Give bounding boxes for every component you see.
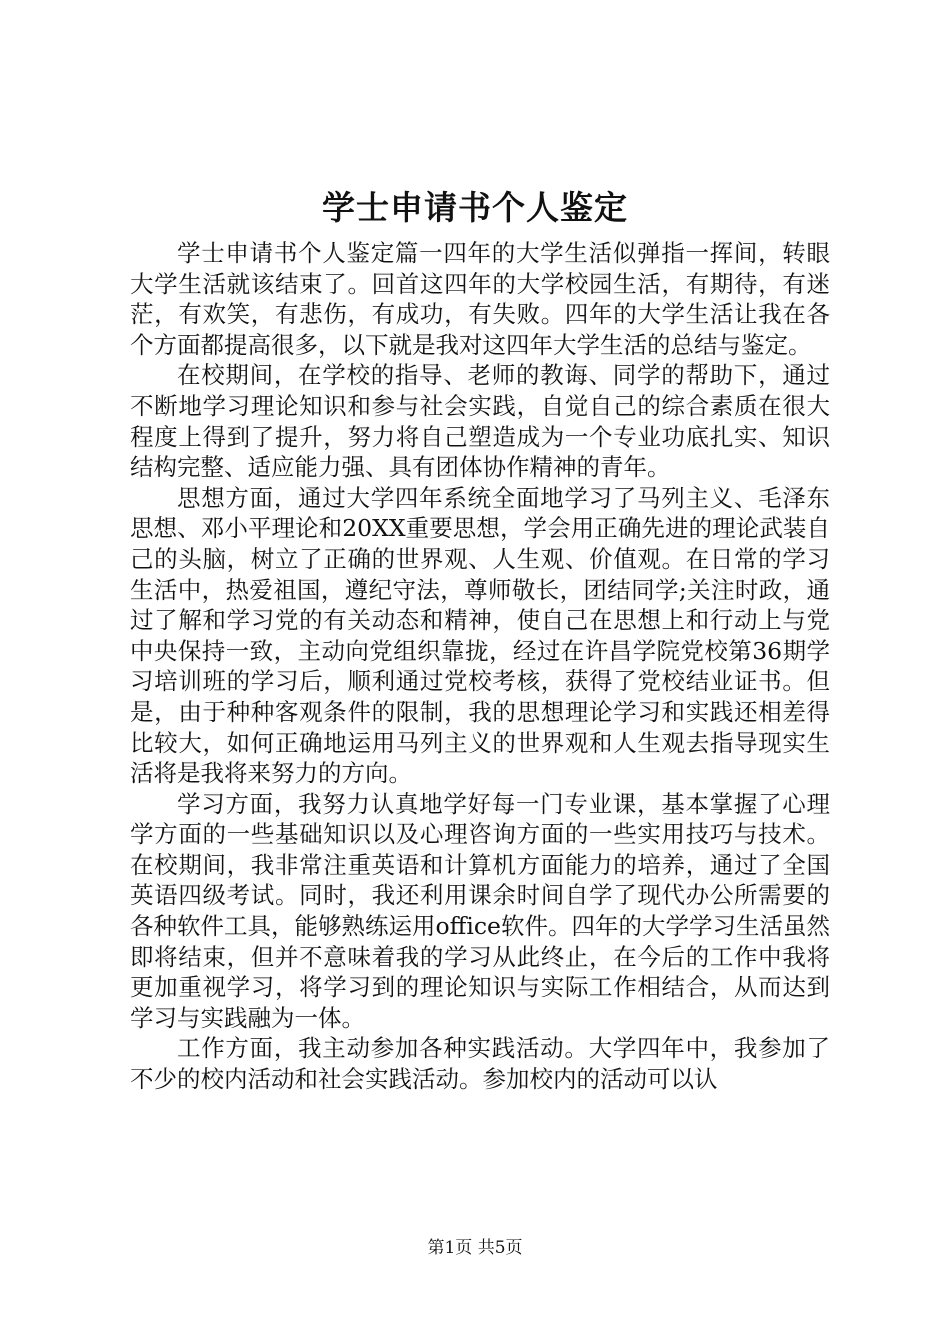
paragraph-1: 学士申请书个人鉴定篇一四年的大学生活似弹指一挥间，转眼大学生活就该结束了。回首这四年的大学校园生活，有期待，有迷茫，有欢笑，有悲伤，有成功，有失败。四年的大学生活让我在各个方面都提高很多，以下就是我对这四年大学生活的总结与鉴定。 [130,239,830,359]
document-body [130,238,830,1095]
paragraph-5: 工作方面，我主动参加各种实践活动。大学四年中，我参加了不少的校内活动和社会实践活动。参加校内的活动可以认 [130,1034,830,1094]
paragraph-3: 思想方面，通过大学四年系统全面地学习了马列主义、毛泽东思想、邓小平理论和20XX重要思想，学会用正确先进的理论武装自己的头脑，树立了正确的世界观、人生观、价值观。在日常的学习生活中，热爱祖国，遵纪守法，尊师敬长，团结同学;关注时政，通过了解和学习党的有关动态和精神，使自己在思想上和行动上与党中央保持一致，主动向党组织靠拢，经过在许昌学院党校第36期学习培训班的学习后，顺利通过党校考核，获得了党校结业证书。但是，由于种种客观条件的限制，我的思想理论学习和实践还相差得比较大，如何正确地运用马列主义的世界观和人生观去指导现实生活将是我将来努力的方向。 [130,483,830,788]
document-title: 学士申请书个人鉴定 [322,188,628,227]
page-number-footer: 第1页 共5页 [427,1238,523,1258]
paragraph-2: 在校期间，在学校的指导、老师的教诲、同学的帮助下，通过不断地学习理论知识和参与社会实践，自觉自己的综合素质在很大程度上得到了提升，努力将自己塑造成为一个专业功底扎实、知识结构完整、适应能力强、具有团体协作精神的青年。 [130,361,830,482]
paragraph-4: 学习方面，我努力认真地学好每一门专业课，基本掌握了心理学方面的一些基础知识以及心理咨询方面的一些实用技巧与技术。在校期间，我非常注重英语和计算机方面能力的培养，通过了全国英语四级考试。同时，我还利用课余时间自学了现代办公所需要的各种软件工具，能够熟练运用office软件。四年的大学学习生活虽然即将结束，但并不意味着我的学习从此终止，在今后的工作中我将更加重视学习，将学习到的理论知识与实际工作相结合，从而达到学习与实践融为一体。 [130,789,830,1032]
